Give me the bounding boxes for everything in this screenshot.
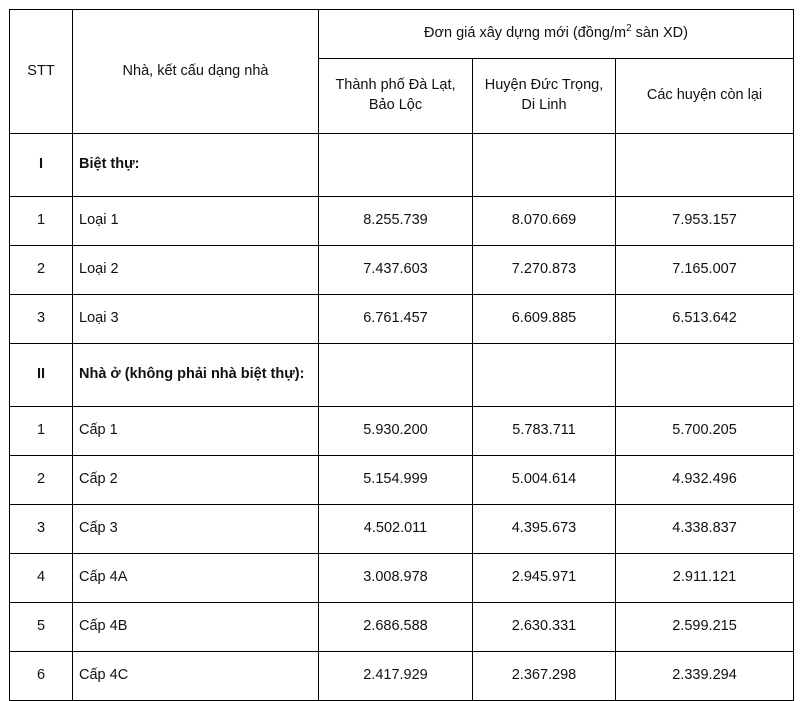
price-group-superscript: 2 — [626, 23, 632, 35]
row-price-other-districts-cell: 4.338.837 — [616, 505, 794, 554]
column-header-price-ductrong-dilinh: Huyện Đức Trọng, Di Linh — [473, 59, 616, 134]
row-price-ductrong-dilinh-cell: 2.630.331 — [473, 603, 616, 652]
row-index-cell: 4 — [10, 554, 73, 603]
row-price-dalat-baoloc-cell: 5.154.999 — [319, 456, 473, 505]
row-price-other-districts-cell: 7.165.007 — [616, 246, 794, 295]
row-price-dalat-baoloc-cell: 4.502.011 — [319, 505, 473, 554]
row-price-ductrong-dilinh-cell: 7.270.873 — [473, 246, 616, 295]
table-row — [10, 505, 794, 554]
row-description-cell: Cấp 1 — [73, 407, 319, 456]
table-row — [10, 134, 794, 197]
table-header-row-top — [10, 10, 794, 59]
row-description-cell: Cấp 3 — [73, 505, 319, 554]
row-index-cell: I — [10, 134, 73, 197]
row-price-ductrong-dilinh-cell: 2.945.971 — [473, 554, 616, 603]
table-row — [10, 197, 794, 246]
row-description-cell: Cấp 4C — [73, 652, 319, 701]
row-description-cell: Cấp 4B — [73, 603, 319, 652]
price-group-text-tail: sàn XD) — [631, 25, 688, 42]
row-price-ductrong-dilinh-cell — [473, 134, 616, 197]
table-row — [10, 554, 794, 603]
row-price-other-districts-cell: 2.911.121 — [616, 554, 794, 603]
row-price-dalat-baoloc-cell: 8.255.739 — [319, 197, 473, 246]
table-row — [10, 407, 794, 456]
row-index-cell: 3 — [10, 295, 73, 344]
row-price-ductrong-dilinh-cell: 2.367.298 — [473, 652, 616, 701]
column-header-price-other-districts: Các huyện còn lại — [616, 59, 794, 134]
row-index-cell: 3 — [10, 505, 73, 554]
row-index-cell: 1 — [10, 197, 73, 246]
row-price-other-districts-cell: 7.953.157 — [616, 197, 794, 246]
column-header-price-dalat-baoloc: Thành phố Đà Lạt, Bảo Lộc — [319, 59, 473, 134]
row-description-cell: Nhà ở (không phải nhà biệt thự): — [73, 344, 319, 407]
row-description-cell: Cấp 2 — [73, 456, 319, 505]
table-row — [10, 456, 794, 505]
row-price-ductrong-dilinh-cell: 5.004.614 — [473, 456, 616, 505]
row-index-cell: II — [10, 344, 73, 407]
price-group-text: Đơn giá xây dựng mới (đồng/m — [424, 25, 627, 42]
row-price-ductrong-dilinh-cell — [473, 344, 616, 407]
column-header-stt: STT — [10, 10, 73, 134]
row-price-dalat-baoloc-cell — [319, 344, 473, 407]
row-price-dalat-baoloc-cell — [319, 134, 473, 197]
row-price-other-districts-cell: 5.700.205 — [616, 407, 794, 456]
table-row — [10, 603, 794, 652]
row-price-other-districts-cell: 6.513.642 — [616, 295, 794, 344]
row-price-dalat-baoloc-cell: 3.008.978 — [319, 554, 473, 603]
table-row — [10, 295, 794, 344]
row-description-cell: Loại 1 — [73, 197, 319, 246]
row-price-other-districts-cell: 2.599.215 — [616, 603, 794, 652]
row-price-other-districts-cell: 2.339.294 — [616, 652, 794, 701]
row-index-cell: 2 — [10, 456, 73, 505]
table-row — [10, 652, 794, 701]
row-price-ductrong-dilinh-cell: 5.783.711 — [473, 407, 616, 456]
row-price-dalat-baoloc-cell: 6.761.457 — [319, 295, 473, 344]
construction-price-table — [9, 9, 794, 701]
row-description-cell: Loại 3 — [73, 295, 319, 344]
table-row — [10, 344, 794, 407]
table-row — [10, 246, 794, 295]
row-price-ductrong-dilinh-cell: 4.395.673 — [473, 505, 616, 554]
row-price-ductrong-dilinh-cell: 8.070.669 — [473, 197, 616, 246]
column-header-price-group — [319, 10, 794, 59]
row-index-cell: 5 — [10, 603, 73, 652]
row-price-other-districts-cell — [616, 344, 794, 407]
row-index-cell: 2 — [10, 246, 73, 295]
row-price-dalat-baoloc-cell: 5.930.200 — [319, 407, 473, 456]
row-price-dalat-baoloc-cell: 2.686.588 — [319, 603, 473, 652]
column-header-description: Nhà, kết cấu dạng nhà — [73, 10, 319, 134]
row-price-dalat-baoloc-cell: 7.437.603 — [319, 246, 473, 295]
row-price-other-districts-cell — [616, 134, 794, 197]
row-description-cell: Biệt thự: — [73, 134, 319, 197]
row-index-cell: 6 — [10, 652, 73, 701]
row-description-cell: Cấp 4A — [73, 554, 319, 603]
row-index-cell: 1 — [10, 407, 73, 456]
row-price-other-districts-cell: 4.932.496 — [616, 456, 794, 505]
table-header — [10, 10, 794, 134]
row-description-cell: Loại 2 — [73, 246, 319, 295]
row-price-dalat-baoloc-cell: 2.417.929 — [319, 652, 473, 701]
table-body — [10, 134, 794, 701]
row-price-ductrong-dilinh-cell: 6.609.885 — [473, 295, 616, 344]
